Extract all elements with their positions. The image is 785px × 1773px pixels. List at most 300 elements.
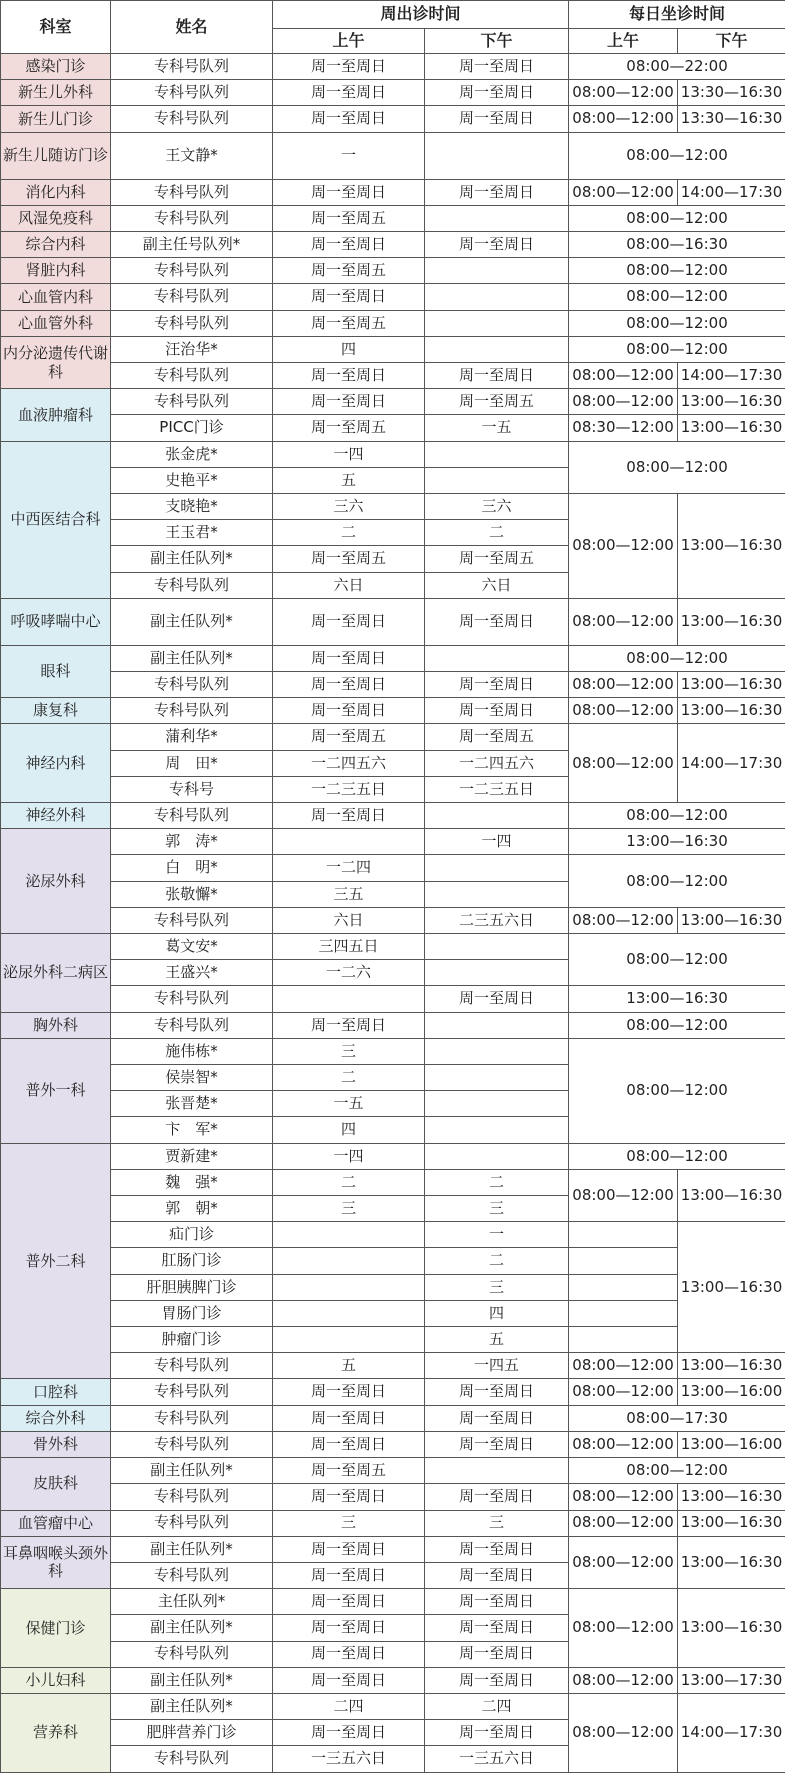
weekly-am-cell: 周一至周日: [273, 1012, 425, 1038]
name-cell: 侯崇智*: [111, 1065, 273, 1091]
weekly-pm-cell: 周一至周日: [425, 54, 569, 80]
table-row: [1, 54, 785, 80]
daily-pm-cell: 13:00—16:30: [678, 1484, 785, 1510]
table-row: [1, 1038, 785, 1064]
weekly-pm-cell: 一二四五六: [425, 750, 569, 776]
dept-cell: 骨外科: [1, 1431, 111, 1457]
daily-pm-cell: 13:00—16:30: [678, 1222, 785, 1353]
table-row: [1, 829, 785, 855]
dept-cell: 普外二科: [1, 1143, 111, 1379]
name-cell: 专科号队列: [111, 1562, 273, 1588]
weekly-pm-cell: [425, 1117, 569, 1143]
dept-cell: 中西医结合科: [1, 441, 111, 598]
dept-cell: 新生儿门诊: [1, 106, 111, 132]
weekly-pm-cell: 一三五六日: [425, 1746, 569, 1772]
weekly-pm-cell: [425, 960, 569, 986]
name-cell: 副主任队列*: [111, 598, 273, 645]
weekly-am-cell: 一二四五六: [273, 750, 425, 776]
table-row: [1, 1012, 785, 1038]
weekly-am-cell: 周一至周日: [273, 1562, 425, 1588]
weekly-am-cell: 周一至周日: [273, 363, 425, 389]
schedule-header: [1, 1, 785, 54]
daily-pm-cell: 13:00—16:30: [678, 907, 785, 933]
name-cell: 专科号队列: [111, 1379, 273, 1405]
name-cell: 汪治华*: [111, 336, 273, 362]
weekly-am-cell: [273, 1248, 425, 1274]
name-cell: 肥胖营养门诊: [111, 1720, 273, 1746]
table-row: [1, 310, 785, 336]
daily-time-cell: 08:00—12:00: [569, 907, 678, 933]
table-row: [1, 724, 785, 750]
weekly-am-cell: 三六: [273, 494, 425, 520]
header-name: 姓名: [111, 1, 273, 54]
name-cell: 支晓艳*: [111, 494, 273, 520]
weekly-pm-cell: 周一至周日: [425, 1536, 569, 1562]
name-cell: 卞 军*: [111, 1117, 273, 1143]
name-cell: 专科号队列: [111, 389, 273, 415]
weekly-am-cell: 六日: [273, 907, 425, 933]
dept-cell: 皮肤科: [1, 1458, 111, 1510]
weekly-am-cell: 周一至周日: [273, 54, 425, 80]
table-row: [1, 1248, 785, 1274]
weekly-am-cell: 周一至周日: [273, 1405, 425, 1431]
dept-cell: 保健门诊: [1, 1589, 111, 1668]
weekly-am-cell: 一四: [273, 1143, 425, 1169]
table-row: [1, 1693, 785, 1719]
weekly-pm-cell: 周一至周日: [425, 179, 569, 205]
name-cell: 肿瘤门诊: [111, 1327, 273, 1353]
weekly-am-cell: 周一至周五: [273, 724, 425, 750]
daily-time-cell: 08:00—12:00: [569, 494, 678, 599]
weekly-pm-cell: 三: [425, 1274, 569, 1300]
name-cell: 专科号队列: [111, 179, 273, 205]
daily-time-cell: 08:00—12:00: [569, 1353, 678, 1379]
weekly-pm-cell: [425, 205, 569, 231]
daily-time-cell: [569, 1222, 678, 1248]
header-weekly-am: 上午: [273, 29, 425, 54]
name-cell: 张晋楚*: [111, 1091, 273, 1117]
dept-cell: 心血管外科: [1, 310, 111, 336]
name-cell: 史艳平*: [111, 467, 273, 493]
table-row: [1, 698, 785, 724]
dept-cell: 泌尿外科二病区: [1, 934, 111, 1013]
daily-pm-cell: 14:00—17:30: [678, 1693, 785, 1772]
weekly-pm-cell: 周一至周日: [425, 106, 569, 132]
weekly-am-cell: 一四: [273, 441, 425, 467]
daily-pm-cell: 13:00—16:30: [678, 389, 785, 415]
weekly-pm-cell: [425, 1012, 569, 1038]
name-cell: 专科号队列: [111, 310, 273, 336]
name-cell: 疝门诊: [111, 1222, 273, 1248]
weekly-pm-cell: 周一至周日: [425, 1562, 569, 1588]
weekly-pm-cell: [425, 803, 569, 829]
dept-cell: 新生儿外科: [1, 80, 111, 106]
table-row: [1, 1431, 785, 1457]
name-cell: 专科号队列: [111, 1746, 273, 1772]
table-row: [1, 1327, 785, 1353]
weekly-pm-cell: 周一至周日: [425, 1615, 569, 1641]
weekly-am-cell: [273, 1274, 425, 1300]
name-cell: 郭 涛*: [111, 829, 273, 855]
daily-time-cell: 08:00—12:00: [569, 803, 785, 829]
name-cell: 副主任号队列*: [111, 231, 273, 257]
weekly-am-cell: 一五: [273, 1091, 425, 1117]
weekly-am-cell: 三: [273, 1038, 425, 1064]
weekly-am-cell: 周一至周五: [273, 415, 425, 441]
weekly-am-cell: 周一至周日: [273, 284, 425, 310]
daily-time-cell: 08:00—12:00: [569, 645, 785, 671]
name-cell: 专科号队列: [111, 572, 273, 598]
weekly-am-cell: 一二三五日: [273, 776, 425, 802]
weekly-am-cell: 周一至周日: [273, 1536, 425, 1562]
daily-time-cell: [569, 1300, 678, 1326]
daily-pm-cell: 14:00—17:30: [678, 363, 785, 389]
weekly-pm-cell: 三六: [425, 494, 569, 520]
weekly-am-cell: 周一至周日: [273, 1641, 425, 1667]
table-row: [1, 231, 785, 257]
daily-time-cell: 08:00—12:00: [569, 1536, 678, 1588]
daily-time-cell: 08:00—12:00: [569, 336, 785, 362]
dept-cell: 消化内科: [1, 179, 111, 205]
table-row: [1, 1353, 785, 1379]
name-cell: 专科号: [111, 776, 273, 802]
table-row: [1, 441, 785, 467]
daily-pm-cell: 13:00—16:30: [678, 1510, 785, 1536]
daily-time-cell: 08:00—12:00: [569, 258, 785, 284]
weekly-am-cell: 六日: [273, 572, 425, 598]
table-row: [1, 336, 785, 362]
weekly-pm-cell: [425, 258, 569, 284]
name-cell: 专科号队列: [111, 54, 273, 80]
table-row: [1, 1274, 785, 1300]
daily-pm-cell: 13:00—16:30: [678, 1169, 785, 1221]
dept-cell: 综合外科: [1, 1405, 111, 1431]
table-row: [1, 106, 785, 132]
weekly-pm-cell: 三: [425, 1196, 569, 1222]
weekly-pm-cell: 周一至周日: [425, 1641, 569, 1667]
weekly-am-cell: 周一至周日: [273, 1720, 425, 1746]
table-row: [1, 1536, 785, 1562]
daily-time-cell: [569, 1248, 678, 1274]
daily-time-cell: 13:00—16:30: [569, 829, 785, 855]
dept-cell: 风湿免疫科: [1, 205, 111, 231]
dept-cell: 神经内科: [1, 724, 111, 803]
daily-time-cell: 13:00—16:30: [569, 986, 785, 1012]
daily-time-cell: 08:00—12:00: [569, 1667, 678, 1693]
header-daily-pm: 下午: [678, 29, 785, 54]
weekly-am-cell: 一三五六日: [273, 1746, 425, 1772]
dept-cell: 心血管内科: [1, 284, 111, 310]
weekly-am-cell: 三五: [273, 881, 425, 907]
name-cell: 专科号队列: [111, 907, 273, 933]
name-cell: 专科号队列: [111, 1012, 273, 1038]
dept-cell: 耳鼻咽喉头颈外科: [1, 1536, 111, 1588]
weekly-am-cell: 三四五日: [273, 934, 425, 960]
table-row: [1, 132, 785, 179]
weekly-pm-cell: 周一至周日: [425, 986, 569, 1012]
weekly-pm-cell: 周一至周日: [425, 1379, 569, 1405]
weekly-pm-cell: 周一至周日: [425, 1720, 569, 1746]
name-cell: 专科号队列: [111, 363, 273, 389]
weekly-am-cell: 周一至周五: [273, 546, 425, 572]
daily-time-cell: 08:00—12:00: [569, 934, 785, 986]
weekly-pm-cell: [425, 881, 569, 907]
header-daily-am: 上午: [569, 29, 678, 54]
weekly-pm-cell: [425, 441, 569, 467]
name-cell: 白 明*: [111, 855, 273, 881]
name-cell: PICC门诊: [111, 415, 273, 441]
weekly-am-cell: 周一至周日: [273, 1589, 425, 1615]
weekly-pm-cell: [425, 336, 569, 362]
daily-time-cell: 08:00—12:00: [569, 310, 785, 336]
name-cell: 专科号队列: [111, 258, 273, 284]
name-cell: 专科号队列: [111, 284, 273, 310]
name-cell: 王玉君*: [111, 520, 273, 546]
header-weekly: 周出诊时间: [273, 1, 569, 29]
weekly-pm-cell: 二三五六日: [425, 907, 569, 933]
weekly-am-cell: 一: [273, 132, 425, 179]
daily-pm-cell: 13:00—17:30: [678, 1667, 785, 1693]
weekly-pm-cell: 周一至周日: [425, 1431, 569, 1457]
name-cell: 贾新建*: [111, 1143, 273, 1169]
daily-pm-cell: 13:00—16:30: [678, 698, 785, 724]
name-cell: 副主任队列*: [111, 1536, 273, 1562]
table-row: [1, 1667, 785, 1693]
table-row: [1, 179, 785, 205]
dept-cell: 神经外科: [1, 803, 111, 829]
weekly-am-cell: 四: [273, 1117, 425, 1143]
weekly-pm-cell: [425, 1038, 569, 1064]
weekly-pm-cell: 二: [425, 1169, 569, 1195]
name-cell: 专科号队列: [111, 803, 273, 829]
daily-pm-cell: 13:00—16:30: [678, 494, 785, 599]
daily-pm-cell: 13:00—16:30: [678, 1589, 785, 1668]
weekly-am-cell: 周一至周五: [273, 310, 425, 336]
daily-time-cell: 08:00—12:00: [569, 389, 678, 415]
table-row: [1, 1300, 785, 1326]
daily-time-cell: 08:00—12:00: [569, 106, 678, 132]
weekly-am-cell: [273, 986, 425, 1012]
weekly-am-cell: 三: [273, 1196, 425, 1222]
dept-cell: 口腔科: [1, 1379, 111, 1405]
daily-pm-cell: 14:00—17:30: [678, 724, 785, 803]
name-cell: 专科号队列: [111, 80, 273, 106]
table-row: [1, 258, 785, 284]
weekly-pm-cell: 四: [425, 1300, 569, 1326]
daily-time-cell: 08:00—12:00: [569, 1379, 678, 1405]
daily-time-cell: 08:00—12:00: [569, 1484, 678, 1510]
name-cell: 蒲利华*: [111, 724, 273, 750]
weekly-pm-cell: [425, 1065, 569, 1091]
table-row: [1, 1143, 785, 1169]
daily-time-cell: 08:00—12:00: [569, 179, 678, 205]
table-row: [1, 1589, 785, 1615]
weekly-am-cell: 一二四: [273, 855, 425, 881]
daily-time-cell: 08:00—12:00: [569, 855, 785, 907]
weekly-pm-cell: 周一至周日: [425, 598, 569, 645]
weekly-pm-cell: [425, 1143, 569, 1169]
weekly-am-cell: 周一至周日: [273, 1667, 425, 1693]
table-row: [1, 1484, 785, 1510]
weekly-am-cell: 三: [273, 1510, 425, 1536]
dept-cell: 感染门诊: [1, 54, 111, 80]
weekly-pm-cell: 周一至周日: [425, 672, 569, 698]
table-row: [1, 803, 785, 829]
name-cell: 王盛兴*: [111, 960, 273, 986]
weekly-pm-cell: 周一至周日: [425, 1484, 569, 1510]
table-row: [1, 1510, 785, 1536]
daily-time-cell: 08:00—12:00: [569, 80, 678, 106]
daily-time-cell: 08:00—12:00: [569, 1510, 678, 1536]
dept-cell: 内分泌遗传代谢科: [1, 336, 111, 388]
weekly-pm-cell: 周一至周日: [425, 698, 569, 724]
daily-time-cell: 08:00—12:00: [569, 1169, 678, 1221]
dept-cell: 肾脏内科: [1, 258, 111, 284]
weekly-am-cell: 周一至周日: [273, 645, 425, 671]
schedule-body: [1, 54, 785, 1773]
table-row: [1, 986, 785, 1012]
daily-time-cell: [569, 1274, 678, 1300]
table-row: [1, 645, 785, 671]
weekly-pm-cell: 周一至周日: [425, 1589, 569, 1615]
weekly-am-cell: 周一至周日: [273, 389, 425, 415]
daily-time-cell: 08:00—12:00: [569, 205, 785, 231]
daily-time-cell: 08:00—12:00: [569, 724, 678, 803]
table-row: [1, 1169, 785, 1195]
daily-pm-cell: 13:00—16:30: [678, 598, 785, 645]
weekly-pm-cell: 周一至周五: [425, 724, 569, 750]
table-row: [1, 363, 785, 389]
daily-pm-cell: 13:00—16:00: [678, 1379, 785, 1405]
table-row: [1, 1379, 785, 1405]
daily-time-cell: 08:00—12:00: [569, 132, 785, 179]
name-cell: 专科号队列: [111, 698, 273, 724]
dept-cell: 胸外科: [1, 1012, 111, 1038]
daily-time-cell: 08:00—16:30: [569, 231, 785, 257]
dept-cell: 泌尿外科: [1, 829, 111, 934]
name-cell: 专科号队列: [111, 106, 273, 132]
table-row: [1, 80, 785, 106]
table-row: [1, 672, 785, 698]
daily-pm-cell: 13:00—16:30: [678, 672, 785, 698]
weekly-pm-cell: 一: [425, 1222, 569, 1248]
dept-cell: 血管瘤中心: [1, 1510, 111, 1536]
name-cell: 魏 强*: [111, 1169, 273, 1195]
daily-pm-cell: 13:30—16:30: [678, 106, 785, 132]
weekly-am-cell: 周一至周日: [273, 106, 425, 132]
weekly-pm-cell: 二四: [425, 1693, 569, 1719]
table-row: [1, 1222, 785, 1248]
weekly-am-cell: [273, 1222, 425, 1248]
dept-cell: 眼科: [1, 645, 111, 697]
weekly-pm-cell: [425, 934, 569, 960]
weekly-am-cell: 周一至周日: [273, 698, 425, 724]
weekly-pm-cell: 周一至周日: [425, 1405, 569, 1431]
dept-cell: 康复科: [1, 698, 111, 724]
weekly-am-cell: 周一至周五: [273, 1458, 425, 1484]
daily-time-cell: 08:00—12:00: [569, 1143, 785, 1169]
weekly-am-cell: 周一至周日: [273, 80, 425, 106]
daily-time-cell: 08:00—12:00: [569, 441, 785, 493]
daily-pm-cell: 13:00—16:00: [678, 1431, 785, 1457]
name-cell: 专科号队列: [111, 1405, 273, 1431]
weekly-am-cell: 四: [273, 336, 425, 362]
weekly-pm-cell: 六日: [425, 572, 569, 598]
daily-time-cell: 08:00—12:00: [569, 363, 678, 389]
table-row: [1, 1458, 785, 1484]
name-cell: 专科号队列: [111, 205, 273, 231]
name-cell: 专科号队列: [111, 1641, 273, 1667]
weekly-am-cell: 二: [273, 520, 425, 546]
name-cell: 葛文安*: [111, 934, 273, 960]
weekly-pm-cell: 周一至周五: [425, 546, 569, 572]
dept-cell: 呼吸哮喘中心: [1, 598, 111, 645]
daily-time-cell: 08:00—12:00: [569, 672, 678, 698]
weekly-pm-cell: 三: [425, 1510, 569, 1536]
header-daily: 每日坐诊时间: [569, 1, 785, 29]
name-cell: 副主任队列*: [111, 1615, 273, 1641]
weekly-am-cell: 周一至周日: [273, 1431, 425, 1457]
daily-time-cell: 08:00—12:00: [569, 1458, 785, 1484]
name-cell: 专科号队列: [111, 1484, 273, 1510]
daily-pm-cell: 13:30—16:30: [678, 80, 785, 106]
weekly-am-cell: 二: [273, 1065, 425, 1091]
daily-time-cell: 08:00—12:00: [569, 1038, 785, 1143]
weekly-am-cell: 周一至周日: [273, 598, 425, 645]
name-cell: 周 田*: [111, 750, 273, 776]
table-row: [1, 389, 785, 415]
name-cell: 郭 朝*: [111, 1196, 273, 1222]
weekly-am-cell: 五: [273, 467, 425, 493]
header-row-top: [1, 1, 785, 29]
name-cell: 主任队列*: [111, 1589, 273, 1615]
weekly-pm-cell: 五: [425, 1327, 569, 1353]
weekly-am-cell: 二: [273, 1169, 425, 1195]
dept-cell: 综合内科: [1, 231, 111, 257]
weekly-pm-cell: 二: [425, 520, 569, 546]
name-cell: 肝胆胰脾门诊: [111, 1274, 273, 1300]
dept-cell: 营养科: [1, 1693, 111, 1772]
table-row: [1, 934, 785, 960]
weekly-am-cell: 周一至周日: [273, 179, 425, 205]
name-cell: 专科号队列: [111, 986, 273, 1012]
name-cell: 王文静*: [111, 132, 273, 179]
name-cell: 张敬懈*: [111, 881, 273, 907]
weekly-am-cell: 周一至周五: [273, 258, 425, 284]
dept-cell: 普外一科: [1, 1038, 111, 1143]
weekly-am-cell: 周一至周日: [273, 803, 425, 829]
weekly-pm-cell: [425, 132, 569, 179]
name-cell: 专科号队列: [111, 1353, 273, 1379]
dept-cell: 新生儿随访门诊: [1, 132, 111, 179]
weekly-am-cell: 二四: [273, 1693, 425, 1719]
weekly-pm-cell: [425, 284, 569, 310]
weekly-pm-cell: [425, 467, 569, 493]
daily-time-cell: 08:00—12:00: [569, 1693, 678, 1772]
table-row: [1, 284, 785, 310]
daily-pm-cell: 13:00—16:30: [678, 1353, 785, 1379]
daily-time-cell: 08:00—12:00: [569, 1589, 678, 1668]
name-cell: 胃肠门诊: [111, 1300, 273, 1326]
weekly-am-cell: 周一至周日: [273, 672, 425, 698]
weekly-pm-cell: [425, 645, 569, 671]
daily-time-cell: 08:00—22:00: [569, 54, 785, 80]
daily-time-cell: 08:00—12:00: [569, 1431, 678, 1457]
weekly-pm-cell: 周一至周日: [425, 1667, 569, 1693]
weekly-pm-cell: 周一至周日: [425, 231, 569, 257]
daily-pm-cell: 13:00—16:30: [678, 415, 785, 441]
weekly-am-cell: 周一至周五: [273, 205, 425, 231]
